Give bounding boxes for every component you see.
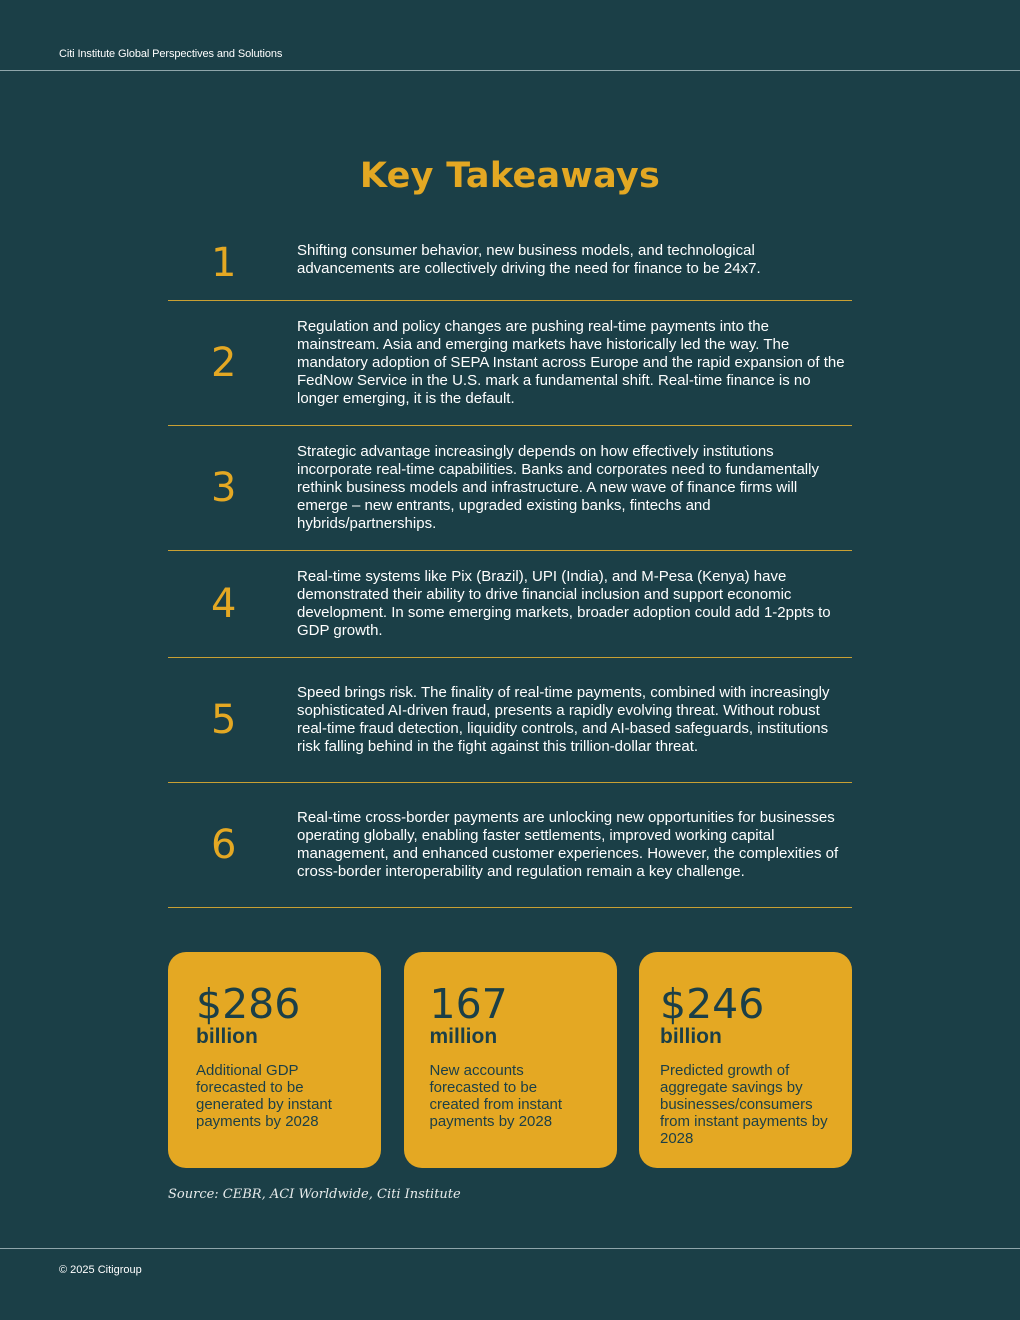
footer-copyright: © 2025 Citigroup <box>59 1264 142 1276</box>
takeaway-item <box>168 426 852 551</box>
source-note: Source: CEBR, ACI Worldwide, Citi Institute <box>168 1187 461 1202</box>
header-title: Citi Institute Global Perspectives and Solutions <box>59 48 283 60</box>
stat-card-savings <box>639 952 852 1168</box>
takeaway-number: 2 <box>211 340 237 386</box>
takeaway-item <box>168 301 852 426</box>
stat-unit: billion <box>660 1025 722 1048</box>
stat-value: $246 <box>660 980 765 1028</box>
takeaway-item <box>168 783 852 908</box>
takeaway-text: Real-time cross-border payments are unlocking new opportunities for businesses operating globally, enabling faster settlements, improved working capital management, and enhanced customer experiences. However, the complexities of cross-border interoperability and regulation remain a key challenge. <box>297 809 839 880</box>
takeaway-item <box>168 658 852 783</box>
takeaway-text: Strategic advantage increasingly depends on how effectively institutions incorporate real-time capabilities. Banks and corporates need to fundamentally rethink business models and infrastructure. A new wave of finance firms will emerge – new entrants, upgraded existing banks, fintechs and hybrids/partnerships. <box>297 443 819 532</box>
takeaway-number: 6 <box>211 822 237 868</box>
stat-card-gdp <box>168 952 381 1168</box>
stat-unit: billion <box>196 1025 258 1048</box>
takeaway-text: Real-time systems like Pix (Brazil), UPI (India), and M-Pesa (Kenya) have demonstrated their ability to drive financial inclusion and support economic development. In some emerging markets, broader adoption could add 1-2ppts to GDP growth. <box>297 568 831 639</box>
takeaway-item <box>168 226 852 301</box>
page-title: Key Takeaways <box>359 156 661 196</box>
takeaways-list <box>168 226 852 908</box>
stat-value: $286 <box>196 980 301 1028</box>
footer-divider <box>0 1248 1020 1249</box>
takeaway-number: 4 <box>211 581 237 627</box>
takeaway-number: 5 <box>211 697 237 743</box>
stat-value: 167 <box>429 980 508 1028</box>
takeaway-text: Shifting consumer behavior, new business models, and technological advancements are collectively driving the need for finance to be 24x7. <box>297 242 761 277</box>
stat-card-accounts <box>404 952 617 1168</box>
takeaway-item <box>168 551 852 658</box>
stat-unit: million <box>429 1025 498 1048</box>
stats-row <box>168 952 852 1168</box>
stat-description: Predicted growth of aggregate savings by businesses/consumers from instant payments by 2028 <box>660 1062 828 1147</box>
takeaway-number: 1 <box>211 240 237 286</box>
stat-description: Additional GDP forecasted to be generated by instant payments by 2028 <box>196 1062 332 1130</box>
takeaway-text: Regulation and policy changes are pushing real-time payments into the mainstream. Asia and emerging markets have historically led the way. The mandatory adoption of SEPA Instant across Europe and the rapid expansion of the FedNow Service in the U.S. mark a fundamental shift. Real-time finance is no longer emerging, it is the default. <box>297 318 845 407</box>
takeaway-text: Speed brings risk. The finality of real-time payments, combined with increasingly sophisticated AI-driven fraud, presents a rapidly evolving threat. Without robust real-time fraud detection, liquidity controls, and AI-based safeguards, institutions risk falling behind in the fight against this trillion-dollar threat. <box>297 684 830 755</box>
takeaway-number: 3 <box>211 465 237 511</box>
header-divider <box>0 70 1020 71</box>
stat-description: New accounts forecasted to be created from instant payments by 2028 <box>429 1062 563 1130</box>
